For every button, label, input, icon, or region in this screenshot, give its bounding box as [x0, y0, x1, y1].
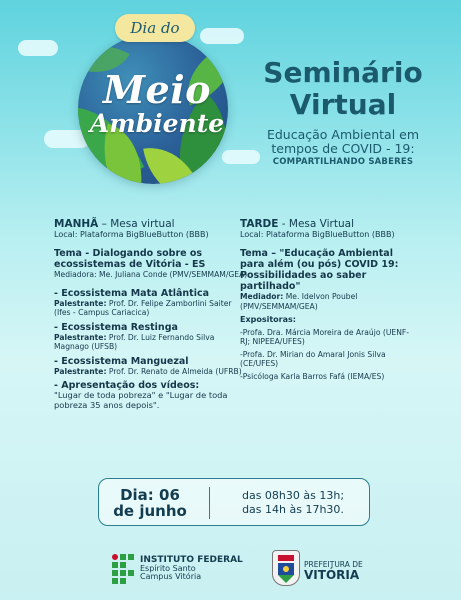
morning-item-title: - Ecossistema Restinga	[54, 321, 178, 333]
prefeitura-text: PREFEITURA DE VITÓRIA	[304, 560, 363, 582]
title-meio: Meio	[102, 67, 212, 112]
afternoon-location: Local: Plataforma BigBlueButton (BBB)	[240, 230, 395, 239]
instituto-federal-text: INSTITUTO FEDERAL Espírito Santo Campus Vitória	[140, 555, 243, 581]
morning-item-title: - Ecossistema Mata Atlântica	[54, 287, 210, 299]
badge-dia-do: Dia do	[115, 14, 195, 42]
seminar-title-line1: Seminário	[263, 56, 423, 89]
date-divider	[209, 487, 210, 519]
cloud-decoration	[18, 40, 58, 56]
event-date: Dia: 06 de junho	[113, 486, 187, 520]
subtitle-line2: tempos de COVID - 19:	[271, 141, 415, 156]
morning-item-speaker: Palestrante: Prof. Dr. Felipe Zamborlini Saiter (Ifes - Campus Cariacica)	[54, 298, 232, 317]
morning-heading: MANHÃ – Mesa virtual	[54, 218, 175, 230]
afternoon-speakers-label: Expositoras:	[240, 315, 296, 324]
afternoon-mediator: Mediador: Me. Idelvon Poubel (PMV/SEMMAM/GEA)	[240, 292, 358, 311]
afternoon-heading: TARDE - Mesa Virtual	[240, 218, 354, 230]
cloud-decoration	[200, 28, 244, 44]
instituto-federal-logo-icon	[112, 554, 136, 584]
subtitle-line3: COMPARTILHANDO SABERES	[272, 157, 414, 167]
subtitle-line1: Educação Ambiental em	[266, 127, 420, 142]
afternoon-speaker: -Psicóloga Karla Barros Fafá (IEMA/ES)	[240, 371, 385, 381]
morning-item-title: - Ecossistema Manguezal	[54, 355, 189, 367]
morning-column	[54, 218, 250, 410]
seminar-title-line2: Virtual	[289, 88, 397, 121]
afternoon-speaker: -Profa. Dr. Mirian do Amaral Jonis Silva (CE/UFES)	[240, 349, 386, 368]
hero-banner	[0, 0, 461, 205]
morning-mediator: Mediadora: Me. Juliana Conde (PMV/SEMMAM/GEA)	[54, 270, 248, 279]
afternoon-theme: Tema – "Educação Ambiental para além (ou pós) COVID 19: Possibilidades ao saber partilhado"	[240, 248, 399, 292]
prefeitura-crest-icon	[272, 550, 300, 586]
footer-logos	[0, 540, 461, 600]
morning-videos-text: "Lugar de toda pobreza" e "Lugar de toda pobreza 35 anos depois".	[54, 390, 228, 410]
afternoon-column	[240, 218, 415, 381]
morning-videos-title: - Apresentação dos vídeos:	[54, 380, 200, 391]
morning-theme: Tema - Dialogando sobre os ecossistemas de Vitória - ES	[54, 248, 206, 270]
morning-item-speaker: Palestrante: Prof. Dr. Renato de Almeida (UFRB)	[54, 366, 242, 376]
event-times: das 08h30 às 13h; das 14h às 17h30.	[241, 489, 345, 516]
title-ambiente: Ambiente	[89, 109, 225, 138]
date-box	[98, 478, 370, 526]
morning-location: Local: Plataforma BigBlueButton (BBB)	[54, 230, 209, 239]
morning-item-speaker: Palestrante: Prof. Dr. Luiz Fernando Silva Magnago (UFSB)	[54, 332, 215, 351]
afternoon-speaker: -Profa. Dra. Márcia Moreira de Araújo (UENF-RJ; NIPEEA/UFES)	[240, 327, 409, 346]
